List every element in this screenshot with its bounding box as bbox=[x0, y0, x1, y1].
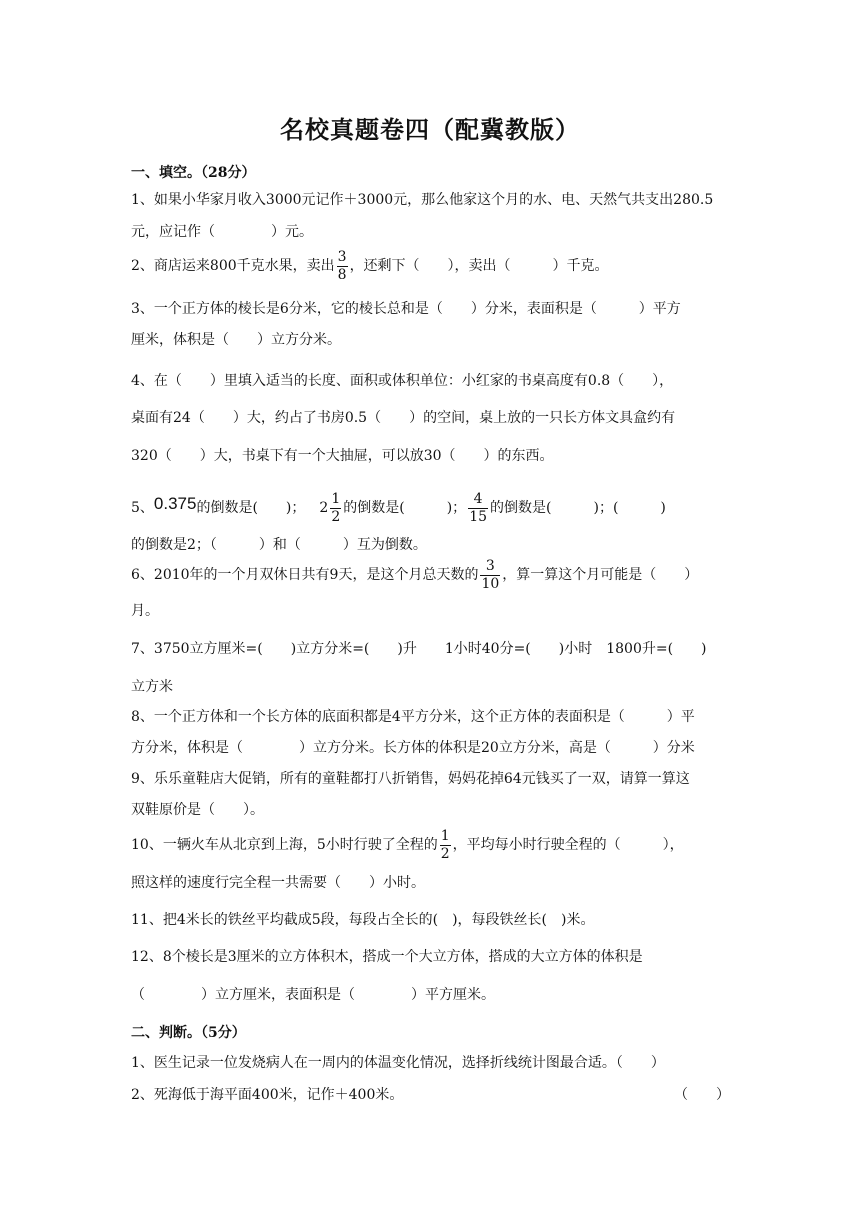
page-title: 名校真题卷四（配冀教版） bbox=[280, 115, 580, 144]
fraction-numerator: 3 bbox=[480, 558, 500, 576]
question-12-line-2: （ ）立方厘米，表面积是（ ）平方厘米。 bbox=[131, 987, 495, 1003]
decimal-value: 0.375 bbox=[153, 494, 197, 513]
fraction-denominator: 8 bbox=[337, 266, 347, 283]
question-7-line-1: 7、3750立方厘米=( )立方分米=( )升 1小时40分=( )小时 1800升=( ) bbox=[131, 641, 707, 657]
fraction-numerator: 1 bbox=[331, 490, 341, 507]
question-6-line-1 bbox=[131, 555, 698, 595]
question-2-text-b: ，还剩下（ ），卖出（ ）千克。 bbox=[349, 258, 609, 274]
judgement-2: 2、死海低于海平面400米，记作＋400米。 bbox=[131, 1087, 404, 1103]
question-1-line-1: 1、如果小华家月收入3000元记作＋3000元，那么他家这个月的水、电、天然气共支出280.5 bbox=[131, 192, 714, 208]
question-6-text-b: ，算一算这个月可能是（ ） bbox=[502, 567, 699, 583]
question-9-line-1: 9、乐乐童鞋店大促销，所有的童鞋都打八折销售，妈妈花掉64元钱买了一双，请算一算这 bbox=[131, 771, 690, 787]
question-5-text-b: 的倒数是( )； bbox=[196, 500, 306, 516]
fraction-3-10 bbox=[480, 558, 500, 593]
fraction-1-2 bbox=[440, 828, 451, 863]
fraction-4-15 bbox=[468, 491, 488, 526]
fraction-denominator: 2 bbox=[440, 845, 450, 862]
question-1-line-2: 元，应记作（ ）元。 bbox=[131, 224, 313, 240]
question-6-line-2: 月。 bbox=[131, 603, 159, 619]
fraction-denominator: 10 bbox=[481, 575, 500, 592]
question-4-line-2: 桌面有24（ ）大，约占了书房0.5（ ）的空间，桌上放的一只长方体文具盒约有 bbox=[131, 410, 676, 426]
question-10-text-b: ，平均每小时行驶全程的（ ）， bbox=[452, 837, 684, 853]
fraction-numerator: 4 bbox=[468, 491, 488, 509]
fraction-1-2 bbox=[330, 491, 341, 526]
question-5-line-2: 的倒数是2；（ ）和（ ）互为倒数。 bbox=[131, 537, 427, 553]
section-judgement-heading: 二、判断。（5分） bbox=[131, 1025, 246, 1041]
fraction-denominator: 2 bbox=[331, 508, 341, 525]
fraction-3-8 bbox=[337, 249, 348, 284]
question-9-line-2: 双鞋原价是（ ）。 bbox=[131, 802, 264, 818]
question-3-line-1: 3、一个正方体的棱长是6分米，它的棱长总和是（ ）分米，表面积是（ ）平方 bbox=[131, 301, 681, 317]
question-5-number: 5、 bbox=[131, 500, 154, 516]
question-7-line-2: 立方米 bbox=[131, 679, 173, 695]
fraction-denominator: 15 bbox=[469, 508, 488, 525]
mixed-number-integer: 2 bbox=[319, 500, 329, 516]
question-12-line-1: 12、8个棱长是3厘米的立方体积木，搭成一个大立方体，搭成的大立方体的体积是 bbox=[131, 949, 643, 965]
question-8-line-2: 方分米，体积是（ ）立方分米。长方体的体积是20立方分米，高是（ ）分米 bbox=[131, 740, 695, 756]
fraction-numerator: 3 bbox=[337, 248, 347, 265]
question-2 bbox=[131, 247, 609, 285]
judgement-2-answer-blank: （ ） bbox=[674, 1087, 730, 1103]
question-10-line-1 bbox=[131, 825, 684, 865]
question-4-line-1: 4、在（ ）里填入适当的长度、面积或体积单位：小红家的书桌高度有0.8（ ）， bbox=[131, 373, 674, 389]
question-11: 11、把4米长的铁丝平均截成5段，每段占全长的( )，每段铁丝长( )米。 bbox=[131, 912, 595, 928]
question-4-line-3: 320（ ）大，书桌下有一个大抽屉，可以放30（ ）的东西。 bbox=[131, 448, 554, 464]
question-5-text-c: 的倒数是( )； bbox=[343, 500, 467, 516]
fraction-numerator: 1 bbox=[440, 827, 450, 844]
question-10-line-2: 照这样的速度行完全程一共需要（ ）小时。 bbox=[131, 875, 425, 891]
question-2-text-a: 2、商店运来800千克水果，卖出 bbox=[131, 258, 335, 274]
question-8-line-1: 8、一个正方体和一个长方体的底面积都是4平方分米，这个正方体的表面积是（ ）平 bbox=[131, 709, 695, 725]
question-3-line-2: 厘米，体积是（ ）立方分米。 bbox=[131, 332, 341, 348]
question-6-text-a: 6、2010年的一个月双休日共有9天，是这个月总天数的 bbox=[131, 567, 479, 583]
judgement-1: 1、医生记录一位发烧病人在一周内的体温变化情况，选择折线统计图最合适。（ ） bbox=[131, 1055, 665, 1071]
question-5-text-d: 的倒数是( )；( ) bbox=[490, 500, 666, 516]
section-fill-blank-heading: 一、填空。（28分） bbox=[131, 165, 256, 181]
question-10-text-a: 10、一辆火车从北京到上海，5小时行驶了全程的 bbox=[131, 837, 438, 853]
question-5-line-1 bbox=[131, 484, 666, 528]
